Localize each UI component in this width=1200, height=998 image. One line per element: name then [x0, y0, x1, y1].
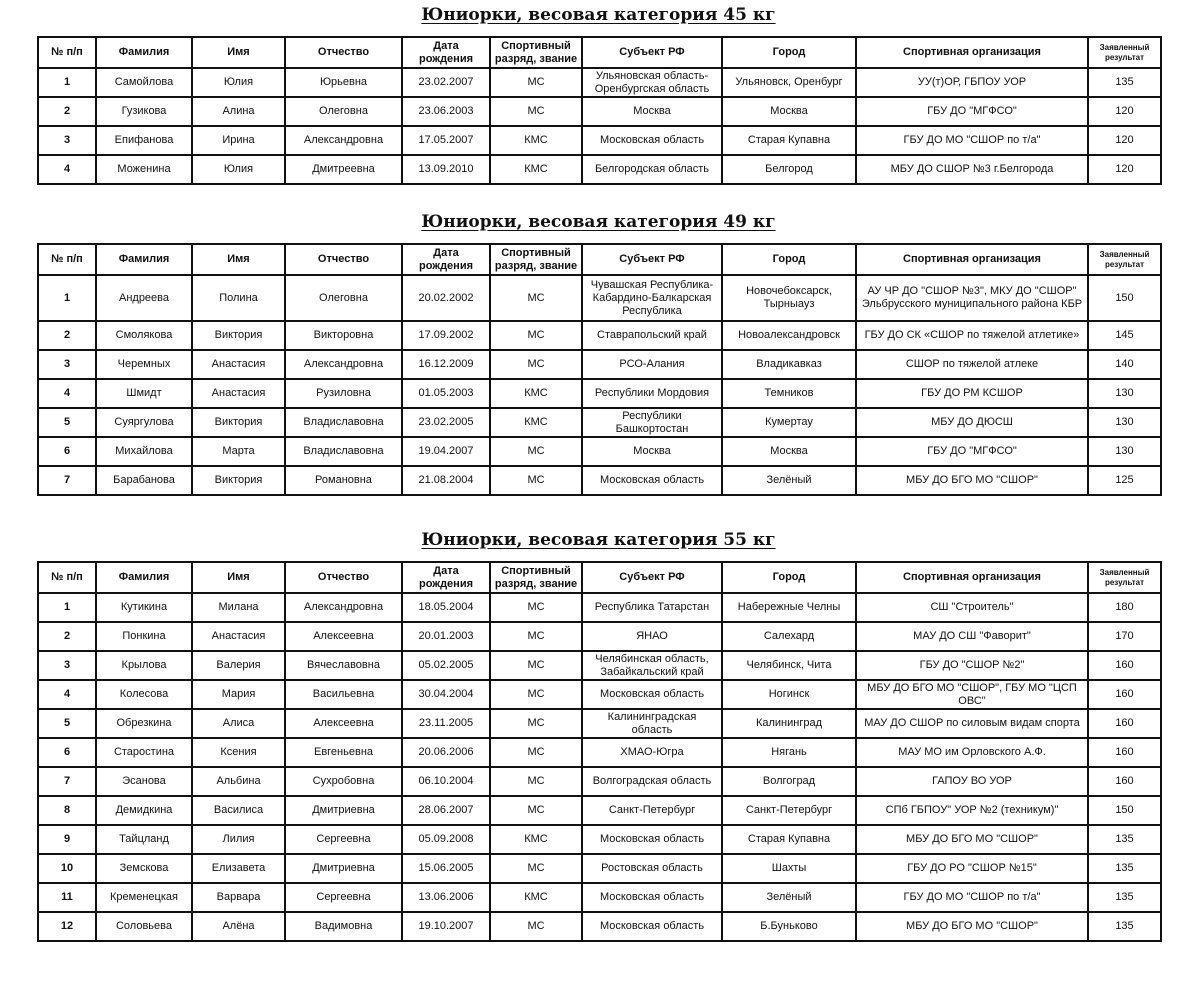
col-region-cell: ЯНАО — [582, 622, 722, 651]
table-row — [38, 767, 1161, 796]
col-organization-cell: ГБУ ДО РО "СШОР №15" — [856, 854, 1088, 883]
col-sport-rank-cell: МС — [490, 738, 582, 767]
section-title: Юниорки, весовая категория 55 кг — [421, 530, 776, 550]
col-sport-rank-header: Спортивный разряд, звание — [490, 244, 582, 275]
col-city-cell: Волгоград — [722, 767, 856, 796]
col-sport-rank-cell: МС — [490, 68, 582, 97]
col-number-cell: 6 — [38, 738, 96, 767]
col-birthdate-cell: 20.02.2002 — [402, 275, 490, 321]
col-number-cell: 5 — [38, 408, 96, 437]
col-region-cell: Ставрапольский край — [582, 321, 722, 350]
header-row — [38, 562, 1161, 593]
table-row — [38, 825, 1161, 854]
col-sport-rank-cell: МС — [490, 709, 582, 738]
col-birthdate-cell: 17.09.2002 — [402, 321, 490, 350]
col-surname-cell: Соловьева — [96, 912, 192, 941]
col-declared-result-cell: 160 — [1088, 709, 1161, 738]
col-birthdate-cell: 19.04.2007 — [402, 437, 490, 466]
col-sport-rank-cell: МС — [490, 912, 582, 941]
col-city-cell: Набережные Челны — [722, 593, 856, 622]
col-declared-result-cell: 170 — [1088, 622, 1161, 651]
col-sport-rank-cell: МС — [490, 350, 582, 379]
col-number-cell: 5 — [38, 709, 96, 738]
section-title: Юниорки, весовая категория 45 кг — [421, 5, 776, 25]
col-surname-cell: Старостина — [96, 738, 192, 767]
col-organization-cell: СШ "Строитель" — [856, 593, 1088, 622]
col-patronymic-cell: Алексеевна — [285, 622, 402, 651]
col-sport-rank-header: Спортивный разряд, звание — [490, 37, 582, 68]
col-patronymic-cell: Дмитриевна — [285, 854, 402, 883]
col-organization-cell: ГАПОУ ВО УОР — [856, 767, 1088, 796]
col-surname-cell: Андреева — [96, 275, 192, 321]
col-birthdate-cell: 15.06.2005 — [402, 854, 490, 883]
col-region-cell: Москва — [582, 97, 722, 126]
col-name-cell: Алёна — [192, 912, 285, 941]
col-patronymic-header: Отчество — [285, 244, 402, 275]
col-name-cell: Юлия — [192, 155, 285, 184]
col-surname-cell: Обрезкина — [96, 709, 192, 738]
col-organization-cell: СПб ГБПОУ" УОР №2 (техникум)" — [856, 796, 1088, 825]
col-name-cell: Мария — [192, 680, 285, 709]
col-surname-cell: Смолякова — [96, 321, 192, 350]
col-birthdate-cell: 23.06.2003 — [402, 97, 490, 126]
col-surname-cell: Суяргулова — [96, 408, 192, 437]
col-organization-cell: МБУ ДО СШОР №3 г.Белгорода — [856, 155, 1088, 184]
col-declared-result-header: Заявленный результат — [1088, 37, 1161, 68]
col-patronymic-cell: Сергеевна — [285, 883, 402, 912]
col-region-cell: Республики Башкортостан — [582, 408, 722, 437]
col-patronymic-cell: Сухробовна — [285, 767, 402, 796]
col-number-cell: 4 — [38, 155, 96, 184]
col-name-cell: Анастасия — [192, 379, 285, 408]
col-number-cell: 4 — [38, 680, 96, 709]
col-region-cell: Московская область — [582, 825, 722, 854]
col-surname-cell: Крылова — [96, 651, 192, 680]
col-name-cell: Валерия — [192, 651, 285, 680]
col-birthdate-cell: 16.12.2009 — [402, 350, 490, 379]
col-number-cell: 9 — [38, 825, 96, 854]
col-birthdate-cell: 13.06.2006 — [402, 883, 490, 912]
table-row — [38, 466, 1161, 495]
col-name-cell: Алина — [192, 97, 285, 126]
table-row — [38, 854, 1161, 883]
col-city-cell: Челябинск, Чита — [722, 651, 856, 680]
col-birthdate-cell: 19.10.2007 — [402, 912, 490, 941]
col-organization-cell: МБУ ДО БГО МО "СШОР" — [856, 912, 1088, 941]
col-organization-cell: СШОР по тяжелой атлеке — [856, 350, 1088, 379]
col-declared-result-header: Заявленный результат — [1088, 244, 1161, 275]
col-organization-cell: ГБУ ДО РМ КСШОР — [856, 379, 1088, 408]
col-city-cell: Старая Купавна — [722, 126, 856, 155]
col-region-cell: Московская область — [582, 912, 722, 941]
col-region-header: Субъект РФ — [582, 37, 722, 68]
col-declared-result-cell: 135 — [1088, 825, 1161, 854]
col-declared-result-header: Заявленный результат — [1088, 562, 1161, 593]
col-surname-cell: Самойлова — [96, 68, 192, 97]
col-name-cell: Лилия — [192, 825, 285, 854]
col-organization-cell: МАУ ДО СШ "Фаворит" — [856, 622, 1088, 651]
header-row — [38, 37, 1161, 68]
col-region-header: Субъект РФ — [582, 244, 722, 275]
col-name-header: Имя — [192, 244, 285, 275]
col-surname-cell: Шмидт — [96, 379, 192, 408]
col-organization-cell: МБУ ДО БГО МО "СШОР", ГБУ МО "ЦСП ОВС" — [856, 680, 1088, 709]
col-number-cell: 1 — [38, 593, 96, 622]
col-birthdate-cell: 01.05.2003 — [402, 379, 490, 408]
col-declared-result-cell: 135 — [1088, 912, 1161, 941]
col-birthdate-cell: 28.06.2007 — [402, 796, 490, 825]
col-surname-cell: Кременецкая — [96, 883, 192, 912]
col-patronymic-cell: Александровна — [285, 126, 402, 155]
col-birthdate-header: Дата рождения — [402, 244, 490, 275]
col-sport-rank-cell: МС — [490, 796, 582, 825]
col-patronymic-cell: Олеговна — [285, 97, 402, 126]
col-name-cell: Ирина — [192, 126, 285, 155]
col-patronymic-cell: Евгеньевна — [285, 738, 402, 767]
table-row — [38, 883, 1161, 912]
table-row — [38, 275, 1161, 321]
col-organization-header: Спортивная организация — [856, 37, 1088, 68]
table-row — [38, 622, 1161, 651]
table-row — [38, 321, 1161, 350]
col-number-cell: 10 — [38, 854, 96, 883]
col-number-cell: 11 — [38, 883, 96, 912]
col-sport-rank-cell: МС — [490, 437, 582, 466]
col-number-header: № п/п — [38, 37, 96, 68]
col-number-cell: 1 — [38, 68, 96, 97]
col-sport-rank-cell: МС — [490, 593, 582, 622]
col-organization-cell: ГБУ ДО "МГФСО" — [856, 97, 1088, 126]
col-name-header: Имя — [192, 562, 285, 593]
col-surname-header: Фамилия — [96, 244, 192, 275]
col-declared-result-cell: 120 — [1088, 126, 1161, 155]
col-declared-result-cell: 150 — [1088, 796, 1161, 825]
table-row — [38, 437, 1161, 466]
col-name-cell: Василиса — [192, 796, 285, 825]
col-sport-rank-cell: МС — [490, 680, 582, 709]
col-number-cell: 3 — [38, 651, 96, 680]
col-birthdate-cell: 21.08.2004 — [402, 466, 490, 495]
col-patronymic-cell: Сергеевна — [285, 825, 402, 854]
table-row — [38, 912, 1161, 941]
col-sport-rank-cell: МС — [490, 321, 582, 350]
table-row — [38, 350, 1161, 379]
col-region-cell: Челябинская область, Забайкальский край — [582, 651, 722, 680]
col-organization-cell: МАУ ДО СШОР по силовым видам спорта — [856, 709, 1088, 738]
col-sport-rank-cell: КМС — [490, 155, 582, 184]
col-number-cell: 8 — [38, 796, 96, 825]
col-birthdate-cell: 06.10.2004 — [402, 767, 490, 796]
col-name-cell: Юлия — [192, 68, 285, 97]
col-sport-rank-cell: МС — [490, 854, 582, 883]
col-sport-rank-cell: КМС — [490, 825, 582, 854]
col-patronymic-cell: Васильевна — [285, 680, 402, 709]
col-region-cell: Республика Татарстан — [582, 593, 722, 622]
col-organization-cell: УУ(т)ОР, ГБПОУ УОР — [856, 68, 1088, 97]
col-birthdate-cell: 20.06.2006 — [402, 738, 490, 767]
col-surname-cell: Михайлова — [96, 437, 192, 466]
col-surname-cell: Колесова — [96, 680, 192, 709]
col-city-cell: Темников — [722, 379, 856, 408]
col-region-cell: Московская область — [582, 126, 722, 155]
col-city-cell: Кумертау — [722, 408, 856, 437]
col-number-cell: 3 — [38, 350, 96, 379]
col-number-cell: 2 — [38, 321, 96, 350]
col-region-cell: Волгоградская область — [582, 767, 722, 796]
col-region-cell: Москва — [582, 437, 722, 466]
col-city-cell: Ульяновск, Оренбург — [722, 68, 856, 97]
col-surname-cell: Тайцланд — [96, 825, 192, 854]
col-region-cell: Республики Мордовия — [582, 379, 722, 408]
col-number-cell: 1 — [38, 275, 96, 321]
col-sport-rank-cell: МС — [490, 622, 582, 651]
col-surname-cell: Барабанова — [96, 466, 192, 495]
col-city-cell: Салехард — [722, 622, 856, 651]
col-city-cell: Шахты — [722, 854, 856, 883]
col-organization-cell: АУ ЧР ДО "СШОР №3", МКУ ДО "СШОР" Эльбрусского муниципального района КБР — [856, 275, 1088, 321]
section-49kg — [37, 209, 1160, 496]
col-declared-result-cell: 130 — [1088, 437, 1161, 466]
col-city-cell: Калининград — [722, 709, 856, 738]
col-city-cell: Зелёный — [722, 883, 856, 912]
col-patronymic-header: Отчество — [285, 562, 402, 593]
header-row — [38, 244, 1161, 275]
table-row — [38, 709, 1161, 738]
col-region-header: Субъект РФ — [582, 562, 722, 593]
section-45kg — [37, 2, 1160, 185]
col-organization-cell: ГБУ ДО "СШОР №2" — [856, 651, 1088, 680]
col-birthdate-cell: 05.02.2005 — [402, 651, 490, 680]
col-declared-result-cell: 135 — [1088, 68, 1161, 97]
col-region-cell: Санкт-Петербург — [582, 796, 722, 825]
col-surname-header: Фамилия — [96, 37, 192, 68]
col-declared-result-cell: 160 — [1088, 651, 1161, 680]
col-city-cell: Ногинск — [722, 680, 856, 709]
results-table — [37, 243, 1162, 496]
col-number-cell: 2 — [38, 97, 96, 126]
col-declared-result-cell: 120 — [1088, 155, 1161, 184]
col-patronymic-header: Отчество — [285, 37, 402, 68]
col-patronymic-cell: Александровна — [285, 350, 402, 379]
col-declared-result-cell: 125 — [1088, 466, 1161, 495]
col-patronymic-cell: Алексеевна — [285, 709, 402, 738]
col-organization-cell: МБУ ДО ДЮСШ — [856, 408, 1088, 437]
col-region-cell: Московская область — [582, 883, 722, 912]
col-city-cell: Нягань — [722, 738, 856, 767]
col-city-cell: Владикавказ — [722, 350, 856, 379]
col-birthdate-cell: 23.11.2005 — [402, 709, 490, 738]
col-declared-result-cell: 160 — [1088, 680, 1161, 709]
col-patronymic-cell: Александровна — [285, 593, 402, 622]
col-sport-rank-cell: МС — [490, 767, 582, 796]
col-region-cell: ХМАО-Югра — [582, 738, 722, 767]
col-name-cell: Альбина — [192, 767, 285, 796]
col-sport-rank-cell: КМС — [490, 883, 582, 912]
col-region-cell: РСО-Алания — [582, 350, 722, 379]
col-organization-header: Спортивная организация — [856, 244, 1088, 275]
col-surname-header: Фамилия — [96, 562, 192, 593]
col-name-cell: Анастасия — [192, 350, 285, 379]
col-number-cell: 6 — [38, 437, 96, 466]
col-name-cell: Елизавета — [192, 854, 285, 883]
col-name-cell: Виктория — [192, 408, 285, 437]
col-city-cell: Новоалександровск — [722, 321, 856, 350]
col-patronymic-cell: Дмитреевна — [285, 155, 402, 184]
col-declared-result-cell: 140 — [1088, 350, 1161, 379]
table-row — [38, 408, 1161, 437]
col-number-cell: 3 — [38, 126, 96, 155]
col-sport-rank-cell: МС — [490, 651, 582, 680]
col-declared-result-cell: 150 — [1088, 275, 1161, 321]
table-row — [38, 155, 1161, 184]
col-sport-rank-cell: КМС — [490, 379, 582, 408]
col-organization-cell: ГБУ ДО МО "СШОР по т/а" — [856, 126, 1088, 155]
col-city-header: Город — [722, 37, 856, 68]
results-table — [37, 561, 1162, 942]
col-region-cell: Белгородская область — [582, 155, 722, 184]
col-name-cell: Милана — [192, 593, 285, 622]
col-city-cell: Зелёный — [722, 466, 856, 495]
section-55kg — [37, 527, 1160, 942]
col-number-header: № п/п — [38, 244, 96, 275]
col-surname-cell: Кутикина — [96, 593, 192, 622]
col-surname-cell: Гузикова — [96, 97, 192, 126]
col-sport-rank-cell: МС — [490, 97, 582, 126]
col-patronymic-cell: Викторовна — [285, 321, 402, 350]
col-number-cell: 7 — [38, 466, 96, 495]
col-city-cell: Старая Купавна — [722, 825, 856, 854]
col-sport-rank-header: Спортивный разряд, звание — [490, 562, 582, 593]
col-name-cell: Виктория — [192, 466, 285, 495]
col-name-cell: Алиса — [192, 709, 285, 738]
col-organization-cell: МБУ ДО БГО МО "СШОР" — [856, 825, 1088, 854]
col-patronymic-cell: Юрьевна — [285, 68, 402, 97]
col-patronymic-cell: Владиславовна — [285, 408, 402, 437]
col-surname-cell: Демидкина — [96, 796, 192, 825]
col-organization-cell: МБУ ДО БГО МО "СШОР" — [856, 466, 1088, 495]
col-number-cell: 4 — [38, 379, 96, 408]
col-sport-rank-cell: МС — [490, 466, 582, 495]
col-surname-cell: Эсанова — [96, 767, 192, 796]
col-surname-cell: Земскова — [96, 854, 192, 883]
table-row — [38, 97, 1161, 126]
col-city-cell: Новочебоксарск, Тырныауз — [722, 275, 856, 321]
col-declared-result-cell: 135 — [1088, 883, 1161, 912]
col-patronymic-cell: Дмитриевна — [285, 796, 402, 825]
col-declared-result-cell: 160 — [1088, 767, 1161, 796]
col-name-cell: Ксения — [192, 738, 285, 767]
col-patronymic-cell: Романовна — [285, 466, 402, 495]
table-row — [38, 680, 1161, 709]
col-number-cell: 2 — [38, 622, 96, 651]
col-sport-rank-cell: КМС — [490, 126, 582, 155]
col-name-cell: Виктория — [192, 321, 285, 350]
col-birthdate-cell: 05.09.2008 — [402, 825, 490, 854]
table-row — [38, 593, 1161, 622]
col-patronymic-cell: Вячеславовна — [285, 651, 402, 680]
col-declared-result-cell: 145 — [1088, 321, 1161, 350]
col-patronymic-cell: Олеговна — [285, 275, 402, 321]
col-birthdate-cell: 17.05.2007 — [402, 126, 490, 155]
col-birthdate-cell: 20.01.2003 — [402, 622, 490, 651]
table-row — [38, 651, 1161, 680]
col-patronymic-cell: Вадимовна — [285, 912, 402, 941]
col-name-cell: Полина — [192, 275, 285, 321]
col-name-cell: Анастасия — [192, 622, 285, 651]
col-name-cell: Марта — [192, 437, 285, 466]
col-birthdate-cell: 18.05.2004 — [402, 593, 490, 622]
col-city-cell: Б.Буньково — [722, 912, 856, 941]
table-row — [38, 738, 1161, 767]
col-sport-rank-cell: КМС — [490, 408, 582, 437]
col-surname-cell: Черемных — [96, 350, 192, 379]
col-region-cell: Чувашская Республика-Кабардино-Балкарская Республика — [582, 275, 722, 321]
col-sport-rank-cell: МС — [490, 275, 582, 321]
col-surname-cell: Епифанова — [96, 126, 192, 155]
col-patronymic-cell: Владиславовна — [285, 437, 402, 466]
col-declared-result-cell: 130 — [1088, 408, 1161, 437]
col-birthdate-cell: 23.02.2007 — [402, 68, 490, 97]
col-city-cell: Москва — [722, 437, 856, 466]
col-surname-cell: Моженина — [96, 155, 192, 184]
col-birthdate-header: Дата рождения — [402, 562, 490, 593]
table-row — [38, 126, 1161, 155]
col-city-cell: Белгород — [722, 155, 856, 184]
col-organization-cell: МАУ МО им Орловского А.Ф. — [856, 738, 1088, 767]
col-region-cell: Московская область — [582, 466, 722, 495]
col-region-cell: Калининградская область — [582, 709, 722, 738]
col-organization-header: Спортивная организация — [856, 562, 1088, 593]
col-declared-result-cell: 160 — [1088, 738, 1161, 767]
col-declared-result-cell: 180 — [1088, 593, 1161, 622]
col-declared-result-cell: 130 — [1088, 379, 1161, 408]
col-number-header: № п/п — [38, 562, 96, 593]
col-patronymic-cell: Рузиловна — [285, 379, 402, 408]
col-organization-cell: ГБУ ДО МО "СШОР по т/а" — [856, 883, 1088, 912]
col-city-cell: Санкт-Петербург — [722, 796, 856, 825]
col-region-cell: Ульяновская область-Оренбургская область — [582, 68, 722, 97]
table-row — [38, 379, 1161, 408]
table-row — [38, 68, 1161, 97]
col-city-header: Город — [722, 244, 856, 275]
results-table — [37, 36, 1162, 185]
col-birthdate-header: Дата рождения — [402, 37, 490, 68]
col-number-cell: 7 — [38, 767, 96, 796]
col-surname-cell: Понкина — [96, 622, 192, 651]
col-name-header: Имя — [192, 37, 285, 68]
col-birthdate-cell: 23.02.2005 — [402, 408, 490, 437]
col-organization-cell: ГБУ ДО СК «СШОР по тяжелой атлетике» — [856, 321, 1088, 350]
section-title: Юниорки, весовая категория 49 кг — [421, 212, 776, 232]
col-organization-cell: ГБУ ДО "МГФСО" — [856, 437, 1088, 466]
col-declared-result-cell: 135 — [1088, 854, 1161, 883]
col-name-cell: Варвара — [192, 883, 285, 912]
col-birthdate-cell: 13.09.2010 — [402, 155, 490, 184]
col-region-cell: Московская область — [582, 680, 722, 709]
col-declared-result-cell: 120 — [1088, 97, 1161, 126]
col-city-cell: Москва — [722, 97, 856, 126]
col-number-cell: 12 — [38, 912, 96, 941]
col-region-cell: Ростовская область — [582, 854, 722, 883]
col-city-header: Город — [722, 562, 856, 593]
col-birthdate-cell: 30.04.2004 — [402, 680, 490, 709]
table-row — [38, 796, 1161, 825]
